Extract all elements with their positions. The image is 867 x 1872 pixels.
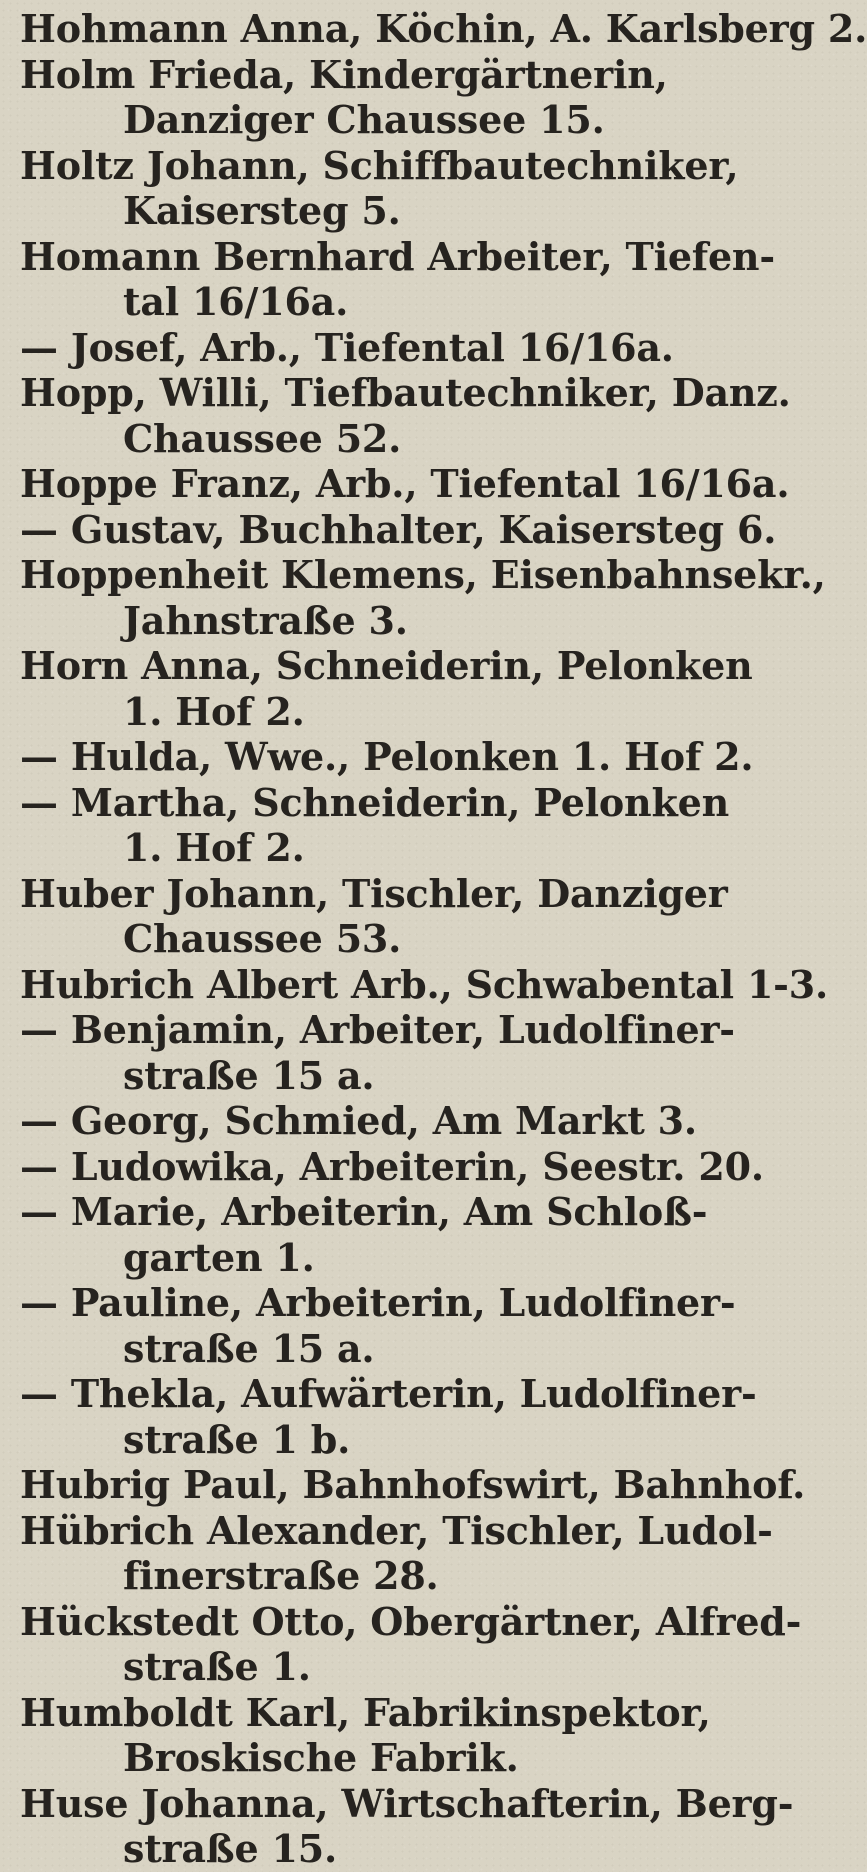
entry-line: Holm Frieda, Kindergärtnerin, xyxy=(20,51,668,97)
entry-line: Hoppenheit Klemens, Eisenbahnsekr., xyxy=(20,552,826,597)
entry-continuation-line: 1. Hof 2. xyxy=(123,825,305,870)
entry-continuation-line: straße 1 b. xyxy=(123,1416,351,1462)
entry-continuation-line: straße 15 a. xyxy=(123,1325,375,1371)
entry-line: Hubrich Albert Arb., Schwabental 1-3. xyxy=(20,961,829,1007)
entry-line: — Josef, Arb., Tiefental 16/16a. xyxy=(20,324,674,370)
entry-line: — Thekla, Aufwärterin, Ludolfiner- xyxy=(20,1371,757,1416)
entry-line: Huse Johanna, Wirtschafterin, Berg- xyxy=(20,1780,794,1826)
entry-continuation-line: Chaussee 52. xyxy=(123,415,402,461)
entry-continuation-line: Kaisersteg 5. xyxy=(123,188,401,233)
entry-line: Hubrig Paul, Bahnhofswirt, Bahnhof. xyxy=(20,1462,806,1507)
entry-line: Horn Anna, Schneiderin, Pelonken xyxy=(20,643,753,688)
entry-line: — Gustav, Buchhalter, Kaisersteg 6. xyxy=(20,506,777,552)
entry-line: Huber Johann, Tischler, Danziger xyxy=(20,870,728,916)
entry-continuation-line: 1. Hof 2. xyxy=(123,688,305,734)
entry-continuation-line: Broskische Fabrik. xyxy=(123,1735,519,1780)
entry-line: — Martha, Schneiderin, Pelonken xyxy=(20,779,730,825)
entry-line: — Marie, Arbeiterin, Am Schloß- xyxy=(20,1189,708,1234)
entry-continuation-line: Chaussee 53. xyxy=(123,916,402,961)
entry-line: Hückstedt Otto, Obergärtner, Alfred- xyxy=(20,1598,802,1644)
entry-continuation-line: garten 1. xyxy=(123,1234,315,1280)
entry-line: — Pauline, Arbeiterin, Ludolfiner- xyxy=(20,1280,736,1325)
entry-line: Hoppe Franz, Arb., Tiefental 16/16a. xyxy=(20,461,790,506)
entry-line: Humboldt Karl, Fabrikinspektor, xyxy=(20,1689,711,1735)
entry-line: Hopp, Willi, Tiefbautechniker, Danz. xyxy=(20,370,791,415)
entry-continuation-line: tal 16/16a. xyxy=(123,279,349,324)
entry-line: Holtz Johann, Schiffbautechniker, xyxy=(20,142,739,188)
entry-line: Hohmann Anna, Köchin, A. Karlsberg 2. xyxy=(20,6,867,51)
entry-continuation-line: straße 1. xyxy=(123,1644,311,1689)
entry-line: Hübrich Alexander, Tischler, Ludol- xyxy=(20,1507,773,1553)
entry-continuation-line: straße 15 a. xyxy=(123,1052,375,1098)
entry-line: — Georg, Schmied, Am Markt 3. xyxy=(20,1098,697,1143)
entry-line: — Ludowika, Arbeiterin, Seestr. 20. xyxy=(20,1143,764,1189)
entry-line: — Benjamin, Arbeiter, Ludolfiner- xyxy=(20,1007,735,1052)
entry-continuation-line: straße 15. xyxy=(123,1826,337,1871)
entry-continuation-line: Jahnstraße 3. xyxy=(123,597,408,643)
entry-line: Homann Bernhard Arbeiter, Tiefen- xyxy=(20,233,775,279)
entry-continuation-line: Danziger Chaussee 15. xyxy=(123,97,605,142)
entry-line: — Hulda, Wwe., Pelonken 1. Hof 2. xyxy=(20,734,754,779)
entry-continuation-line: finerstraße 28. xyxy=(123,1553,439,1598)
